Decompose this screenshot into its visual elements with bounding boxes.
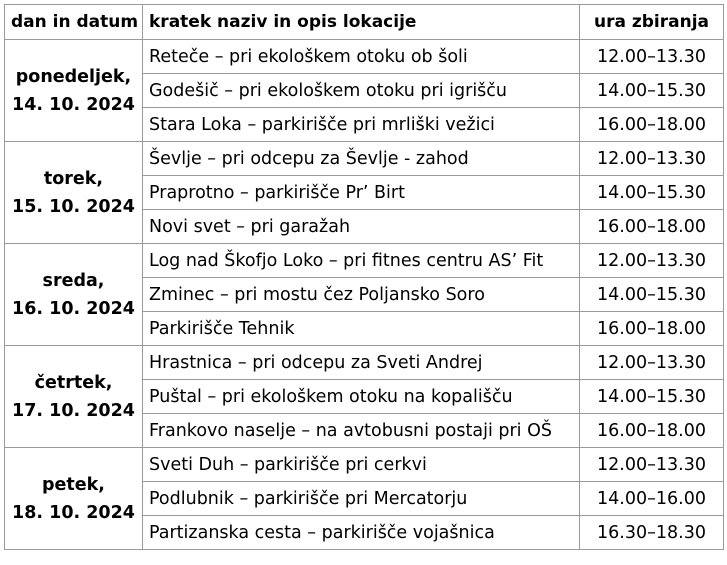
location-cell: Log nad Škofjo Loko – pri fitnes centru AS’ Fit [143, 244, 580, 278]
time-cell: 14.00–15.30 [580, 380, 724, 414]
day-name: četrtek, [34, 372, 113, 393]
location-cell: Zminec – pri mostu čez Poljansko Soro [143, 278, 580, 312]
location-cell: Puštal – pri ekološkem otoku na kopališču [143, 380, 580, 414]
time-cell: 12.00–13.30 [580, 448, 724, 482]
day-name: sreda, [42, 270, 105, 291]
collection-schedule-table [4, 4, 724, 550]
table-row [5, 40, 724, 74]
header-time: ura zbiranja [580, 5, 724, 40]
time-cell: 12.00–13.30 [580, 40, 724, 74]
time-cell: 14.00–16.00 [580, 482, 724, 516]
location-cell: Praprotno – parkirišče Pr’ Birt [143, 176, 580, 210]
location-cell: Reteče – pri ekološkem otoku ob šoli [143, 40, 580, 74]
location-cell: Sveti Duh – parkirišče pri cerkvi [143, 448, 580, 482]
day-date-cell [5, 142, 143, 244]
table-row [5, 448, 724, 482]
time-cell: 16.00–18.00 [580, 210, 724, 244]
day-date: 15. 10. 2024 [12, 196, 135, 217]
table-row [5, 346, 724, 380]
day-date: 14. 10. 2024 [12, 94, 135, 115]
location-cell: Stara Loka – parkirišče pri mrliški vežici [143, 108, 580, 142]
table-row [5, 244, 724, 278]
day-date: 16. 10. 2024 [12, 298, 135, 319]
day-name: torek, [43, 168, 104, 189]
time-cell: 16.00–18.00 [580, 108, 724, 142]
location-cell: Partizanska cesta – parkirišče vojašnica [143, 516, 580, 550]
location-cell: Hrastnica – pri odcepu za Sveti Andrej [143, 346, 580, 380]
day-date-cell [5, 40, 143, 142]
table-row [5, 142, 724, 176]
day-date: 17. 10. 2024 [12, 400, 135, 421]
location-cell: Frankovo naselje – na avtobusni postaji pri OŠ [143, 414, 580, 448]
location-cell: Novi svet – pri garažah [143, 210, 580, 244]
time-cell: 16.00–18.00 [580, 312, 724, 346]
day-date: 18. 10. 2024 [12, 502, 135, 523]
header-location: kratek naziv in opis lokacije [143, 5, 580, 40]
time-cell: 12.00–13.30 [580, 346, 724, 380]
day-date-cell [5, 346, 143, 448]
location-cell: Parkirišče Tehnik [143, 312, 580, 346]
header-day-date: dan in datum [5, 5, 143, 40]
time-cell: 14.00–15.30 [580, 74, 724, 108]
day-date-cell [5, 448, 143, 550]
time-cell: 14.00–15.30 [580, 278, 724, 312]
time-cell: 14.00–15.30 [580, 176, 724, 210]
time-cell: 12.00–13.30 [580, 244, 724, 278]
location-cell: Godešič – pri ekološkem otoku pri igrišču [143, 74, 580, 108]
day-date-cell [5, 244, 143, 346]
schedule-body [5, 40, 724, 550]
time-cell: 12.00–13.30 [580, 142, 724, 176]
header-row [5, 5, 724, 40]
time-cell: 16.30–18.30 [580, 516, 724, 550]
day-name: ponedeljek, [15, 66, 132, 87]
day-name: petek, [42, 474, 105, 495]
location-cell: Podlubnik – parkirišče pri Mercatorju [143, 482, 580, 516]
time-cell: 16.00–18.00 [580, 414, 724, 448]
location-cell: Ševlje – pri odcepu za Ševlje - zahod [143, 142, 580, 176]
